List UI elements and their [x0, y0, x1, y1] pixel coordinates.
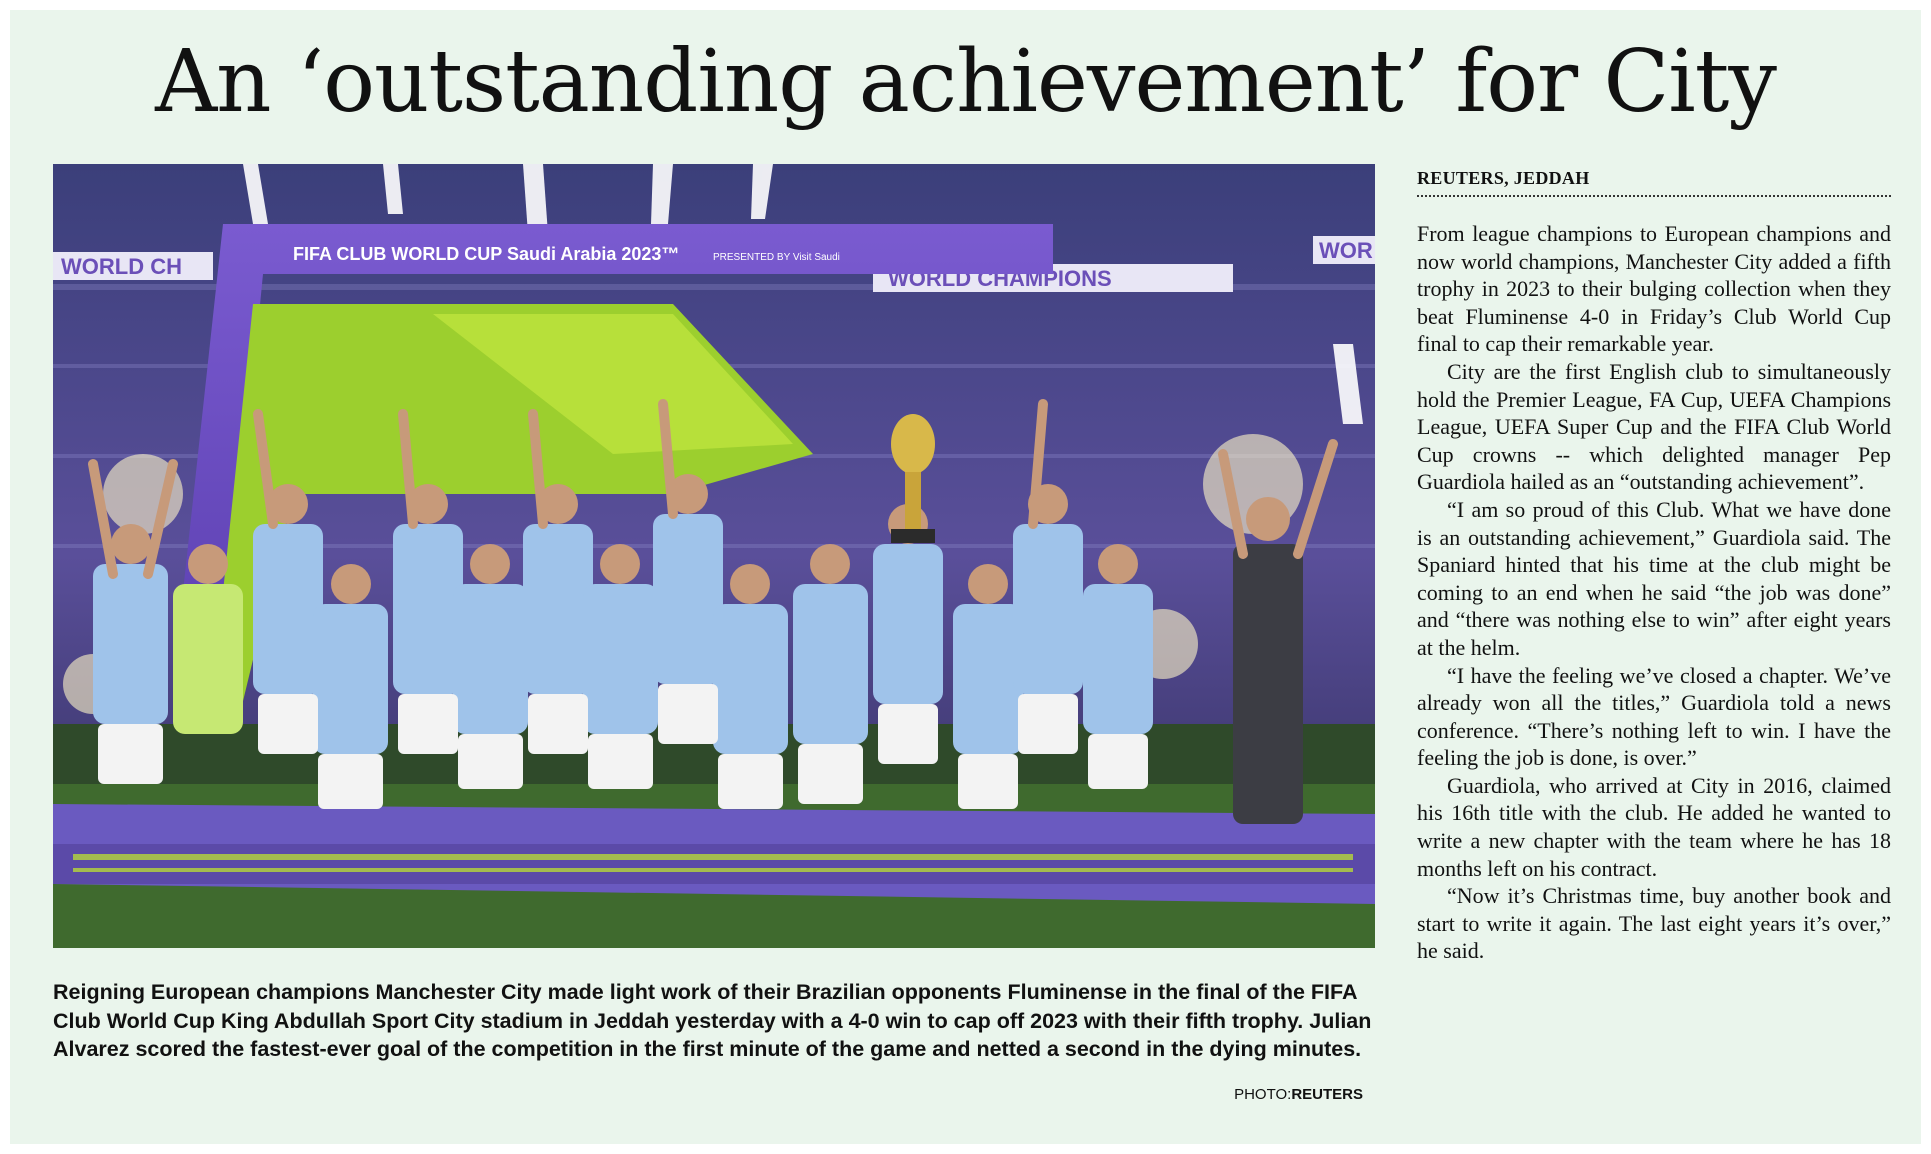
photo-caption: Reigning European champions Manchester City made light work of their Brazilian opponents Fluminense in the final of the FIFA Club World Cup King Abdullah Sport City stadium in Jeddah yesterday with a 4-0 win to cap off 2023 with their fifth trophy. Julian Alvarez scored the fastest-ever goal of the competition in the first minute of the game and netted a second in the dying minutes.	[53, 980, 1372, 1061]
board-right-text: WOR	[1319, 238, 1373, 263]
headline: An ‘outstanding achievement’ for City	[155, 32, 1776, 132]
newspaper-page	[10, 10, 1921, 1144]
photo-credit	[1234, 1086, 1363, 1103]
article-paragraph: “Now it’s Christmas time, buy another book and start to write it again. The last eight years it’s over,” he said.	[1417, 883, 1891, 964]
sponsor-text: PRESENTED BY Visit Saudi	[713, 252, 840, 263]
celebration-photo	[53, 164, 1375, 948]
article-body	[1417, 220, 1891, 965]
board-left-text: WORLD CH	[61, 254, 182, 279]
byline: REUTERS, JEDDAH	[1417, 168, 1891, 197]
article-paragraph: “I have the feeling we’ve closed a chapter. We’ve already won all the titles,” Guardiola told a news conference. “There’s nothing left to win. I have the feeling the job is done, is over.”	[1417, 662, 1891, 771]
board-center-text: WORLD CHAMPIONS	[888, 266, 1112, 291]
article-paragraph: “I am so proud of this Club. What we have done is an outstanding achievement,” Guardiola said. The Spaniard hinted that his time at the club might be coming to an end when he said “the job was done” and “there was nothing else to win” after eight years at the helm.	[1417, 496, 1891, 660]
credit-source: REUTERS	[1291, 1086, 1363, 1103]
article-paragraph: From league champions to European champions and now world champions, Manchester City added a fifth trophy in 2023 to their bulging collection when they beat Fluminense 4-0 in Friday’s Club World Cup final to cap their remarkable year.	[1417, 221, 1891, 357]
credit-label: PHOTO:	[1234, 1086, 1292, 1103]
article-paragraph: Guardiola, who arrived at City in 2016, claimed his 16th title with the club. He added he wanted to write a new chapter with the team where he has 18 months left on his contract.	[1417, 772, 1891, 881]
banner-text: FIFA CLUB WORLD CUP Saudi Arabia 2023™	[293, 244, 680, 264]
article-paragraph: City are the first English club to simultaneously hold the Premier League, FA Cup, UEFA Champions League, UEFA Super Cup and the FIFA Club World Cup crowns -- which delighted manager Pep Guardiola hailed as an “outstanding achievement”.	[1417, 358, 1891, 495]
